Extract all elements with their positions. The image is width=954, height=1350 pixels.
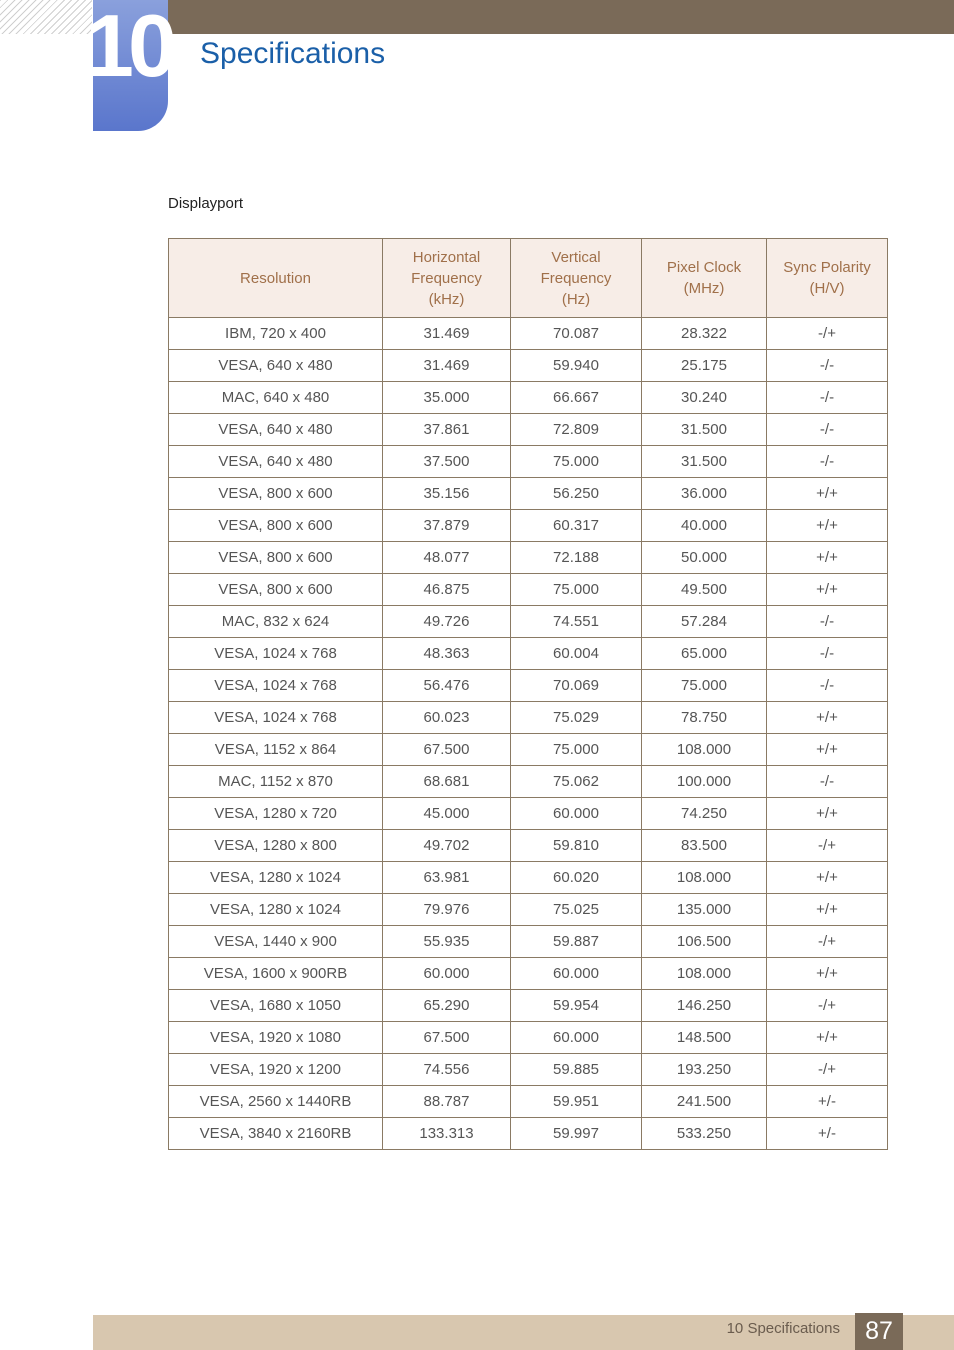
table-row xyxy=(169,990,888,1022)
cell-resolution: IBM, 720 x 400 xyxy=(169,318,383,350)
cell-resolution: VESA, 1280 x 1024 xyxy=(169,862,383,894)
cell-horizontal-frequency: 56.476 xyxy=(383,670,511,702)
table-row xyxy=(169,478,888,510)
cell-resolution: VESA, 1024 x 768 xyxy=(169,702,383,734)
cell-horizontal-frequency: 45.000 xyxy=(383,798,511,830)
cell-resolution: VESA, 800 x 600 xyxy=(169,510,383,542)
table-row xyxy=(169,574,888,606)
section-label: Displayport xyxy=(168,195,244,212)
cell-pixel-clock: 533.250 xyxy=(642,1118,767,1150)
cell-sync-polarity: -/- xyxy=(767,414,888,446)
cell-horizontal-frequency: 31.469 xyxy=(383,318,511,350)
cell-sync-polarity: +/- xyxy=(767,1086,888,1118)
cell-horizontal-frequency: 55.935 xyxy=(383,926,511,958)
cell-resolution: VESA, 1680 x 1050 xyxy=(169,990,383,1022)
cell-sync-polarity: -/- xyxy=(767,382,888,414)
cell-vertical-frequency: 59.951 xyxy=(511,1086,642,1118)
cell-vertical-frequency: 60.317 xyxy=(511,510,642,542)
cell-vertical-frequency: 75.000 xyxy=(511,734,642,766)
cell-horizontal-frequency: 79.976 xyxy=(383,894,511,926)
cell-resolution: VESA, 1280 x 1024 xyxy=(169,894,383,926)
cell-horizontal-frequency: 60.023 xyxy=(383,702,511,734)
cell-vertical-frequency: 66.667 xyxy=(511,382,642,414)
cell-sync-polarity: +/- xyxy=(767,1118,888,1150)
cell-vertical-frequency: 75.029 xyxy=(511,702,642,734)
header-sync-polarity xyxy=(767,239,888,318)
table-row xyxy=(169,606,888,638)
cell-horizontal-frequency: 48.363 xyxy=(383,638,511,670)
cell-vertical-frequency: 60.000 xyxy=(511,1022,642,1054)
cell-resolution: VESA, 640 x 480 xyxy=(169,446,383,478)
cell-pixel-clock: 241.500 xyxy=(642,1086,767,1118)
cell-pixel-clock: 75.000 xyxy=(642,670,767,702)
table-row xyxy=(169,414,888,446)
cell-resolution: VESA, 800 x 600 xyxy=(169,542,383,574)
cell-resolution: VESA, 1600 x 900RB xyxy=(169,958,383,990)
table-row xyxy=(169,1054,888,1086)
table-row xyxy=(169,1086,888,1118)
cell-vertical-frequency: 59.954 xyxy=(511,990,642,1022)
cell-resolution: VESA, 1152 x 864 xyxy=(169,734,383,766)
cell-horizontal-frequency: 35.000 xyxy=(383,382,511,414)
cell-sync-polarity: +/+ xyxy=(767,510,888,542)
table-row xyxy=(169,510,888,542)
cell-pixel-clock: 146.250 xyxy=(642,990,767,1022)
cell-pixel-clock: 50.000 xyxy=(642,542,767,574)
cell-sync-polarity: -/- xyxy=(767,350,888,382)
cell-sync-polarity: -/+ xyxy=(767,830,888,862)
cell-vertical-frequency: 60.000 xyxy=(511,798,642,830)
table-row xyxy=(169,1022,888,1054)
cell-pixel-clock: 65.000 xyxy=(642,638,767,670)
cell-pixel-clock: 193.250 xyxy=(642,1054,767,1086)
cell-sync-polarity: +/+ xyxy=(767,574,888,606)
table-row xyxy=(169,862,888,894)
cell-resolution: MAC, 1152 x 870 xyxy=(169,766,383,798)
chapter-title: Specifications xyxy=(200,37,386,70)
cell-horizontal-frequency: 67.500 xyxy=(383,734,511,766)
table-row xyxy=(169,798,888,830)
cell-sync-polarity: -/- xyxy=(767,638,888,670)
cell-horizontal-frequency: 37.861 xyxy=(383,414,511,446)
cell-vertical-frequency: 60.004 xyxy=(511,638,642,670)
cell-pixel-clock: 108.000 xyxy=(642,734,767,766)
cell-resolution: VESA, 1024 x 768 xyxy=(169,670,383,702)
cell-pixel-clock: 49.500 xyxy=(642,574,767,606)
cell-resolution: VESA, 1440 x 900 xyxy=(169,926,383,958)
header-pixel-clock-label: Pixel Clock (MHz) xyxy=(666,259,742,297)
table-row xyxy=(169,446,888,478)
header-bar xyxy=(168,0,954,34)
cell-pixel-clock: 25.175 xyxy=(642,350,767,382)
cell-pixel-clock: 100.000 xyxy=(642,766,767,798)
header-hatch-decoration xyxy=(0,0,92,34)
cell-sync-polarity: +/+ xyxy=(767,862,888,894)
header-pixel-clock xyxy=(642,239,767,318)
cell-vertical-frequency: 60.000 xyxy=(511,958,642,990)
table-row xyxy=(169,350,888,382)
cell-resolution: MAC, 832 x 624 xyxy=(169,606,383,638)
cell-sync-polarity: -/- xyxy=(767,446,888,478)
cell-pixel-clock: 74.250 xyxy=(642,798,767,830)
cell-pixel-clock: 40.000 xyxy=(642,510,767,542)
footer-chapter-label: 10 Specifications xyxy=(726,1320,840,1337)
table-row xyxy=(169,894,888,926)
cell-horizontal-frequency: 63.981 xyxy=(383,862,511,894)
cell-resolution: VESA, 3840 x 2160RB xyxy=(169,1118,383,1150)
cell-horizontal-frequency: 46.875 xyxy=(383,574,511,606)
chapter-tab xyxy=(85,0,171,131)
cell-horizontal-frequency: 37.879 xyxy=(383,510,511,542)
cell-pixel-clock: 30.240 xyxy=(642,382,767,414)
cell-horizontal-frequency: 60.000 xyxy=(383,958,511,990)
cell-resolution: VESA, 1024 x 768 xyxy=(169,638,383,670)
cell-sync-polarity: +/+ xyxy=(767,542,888,574)
table-row xyxy=(169,926,888,958)
table-row xyxy=(169,318,888,350)
cell-sync-polarity: +/+ xyxy=(767,734,888,766)
cell-pixel-clock: 31.500 xyxy=(642,446,767,478)
cell-sync-polarity: +/+ xyxy=(767,798,888,830)
cell-pixel-clock: 83.500 xyxy=(642,830,767,862)
cell-sync-polarity: -/- xyxy=(767,670,888,702)
table-row xyxy=(169,638,888,670)
cell-pixel-clock: 108.000 xyxy=(642,862,767,894)
table-row xyxy=(169,1118,888,1150)
cell-horizontal-frequency: 49.726 xyxy=(383,606,511,638)
cell-vertical-frequency: 59.997 xyxy=(511,1118,642,1150)
table-row xyxy=(169,766,888,798)
table-header-row xyxy=(169,239,888,318)
cell-sync-polarity: -/+ xyxy=(767,926,888,958)
cell-pixel-clock: 31.500 xyxy=(642,414,767,446)
cell-resolution: VESA, 1280 x 720 xyxy=(169,798,383,830)
cell-vertical-frequency: 70.087 xyxy=(511,318,642,350)
chapter-number: 10 xyxy=(85,0,171,95)
page-number: 87 xyxy=(855,1313,903,1350)
cell-sync-polarity: -/- xyxy=(767,606,888,638)
cell-pixel-clock: 148.500 xyxy=(642,1022,767,1054)
cell-sync-polarity: +/+ xyxy=(767,702,888,734)
cell-vertical-frequency: 59.887 xyxy=(511,926,642,958)
cell-pixel-clock: 135.000 xyxy=(642,894,767,926)
cell-resolution: VESA, 640 x 480 xyxy=(169,350,383,382)
cell-resolution: VESA, 640 x 480 xyxy=(169,414,383,446)
cell-sync-polarity: -/+ xyxy=(767,1054,888,1086)
header-horizontal-frequency xyxy=(383,239,511,318)
cell-resolution: VESA, 1280 x 800 xyxy=(169,830,383,862)
cell-horizontal-frequency: 35.156 xyxy=(383,478,511,510)
table-row xyxy=(169,670,888,702)
cell-horizontal-frequency: 133.313 xyxy=(383,1118,511,1150)
cell-sync-polarity: -/+ xyxy=(767,318,888,350)
table-body xyxy=(169,318,888,1150)
cell-pixel-clock: 108.000 xyxy=(642,958,767,990)
cell-vertical-frequency: 75.062 xyxy=(511,766,642,798)
cell-sync-polarity: -/+ xyxy=(767,990,888,1022)
table-row xyxy=(169,734,888,766)
table-row xyxy=(169,542,888,574)
cell-vertical-frequency: 70.069 xyxy=(511,670,642,702)
table-row xyxy=(169,830,888,862)
cell-horizontal-frequency: 37.500 xyxy=(383,446,511,478)
cell-vertical-frequency: 59.940 xyxy=(511,350,642,382)
cell-horizontal-frequency: 49.702 xyxy=(383,830,511,862)
cell-pixel-clock: 78.750 xyxy=(642,702,767,734)
cell-resolution: VESA, 1920 x 1200 xyxy=(169,1054,383,1086)
cell-horizontal-frequency: 31.469 xyxy=(383,350,511,382)
header-resolution: Resolution xyxy=(169,239,383,318)
cell-pixel-clock: 36.000 xyxy=(642,478,767,510)
cell-horizontal-frequency: 48.077 xyxy=(383,542,511,574)
cell-vertical-frequency: 59.810 xyxy=(511,830,642,862)
cell-sync-polarity: -/- xyxy=(767,766,888,798)
cell-resolution: MAC, 640 x 480 xyxy=(169,382,383,414)
cell-resolution: VESA, 1920 x 1080 xyxy=(169,1022,383,1054)
cell-horizontal-frequency: 65.290 xyxy=(383,990,511,1022)
table-row xyxy=(169,958,888,990)
cell-pixel-clock: 28.322 xyxy=(642,318,767,350)
header-horizontal-frequency-label: Horizontal Frequency (kHz) xyxy=(411,248,482,308)
cell-vertical-frequency: 75.000 xyxy=(511,446,642,478)
cell-horizontal-frequency: 68.681 xyxy=(383,766,511,798)
cell-resolution: VESA, 2560 x 1440RB xyxy=(169,1086,383,1118)
header-vertical-frequency xyxy=(511,239,642,318)
cell-vertical-frequency: 74.551 xyxy=(511,606,642,638)
cell-pixel-clock: 57.284 xyxy=(642,606,767,638)
cell-vertical-frequency: 59.885 xyxy=(511,1054,642,1086)
cell-horizontal-frequency: 88.787 xyxy=(383,1086,511,1118)
cell-sync-polarity: +/+ xyxy=(767,894,888,926)
cell-resolution: VESA, 800 x 600 xyxy=(169,574,383,606)
cell-pixel-clock: 106.500 xyxy=(642,926,767,958)
cell-resolution: VESA, 800 x 600 xyxy=(169,478,383,510)
cell-sync-polarity: +/+ xyxy=(767,1022,888,1054)
cell-sync-polarity: +/+ xyxy=(767,478,888,510)
timing-table xyxy=(168,238,888,1150)
table-row xyxy=(169,702,888,734)
cell-vertical-frequency: 72.188 xyxy=(511,542,642,574)
cell-sync-polarity: +/+ xyxy=(767,958,888,990)
cell-vertical-frequency: 75.000 xyxy=(511,574,642,606)
cell-horizontal-frequency: 74.556 xyxy=(383,1054,511,1086)
cell-vertical-frequency: 72.809 xyxy=(511,414,642,446)
cell-vertical-frequency: 75.025 xyxy=(511,894,642,926)
header-sync-polarity-label: Sync Polarity (H/V) xyxy=(783,259,871,297)
cell-vertical-frequency: 56.250 xyxy=(511,478,642,510)
header-vertical-frequency-label: Vertical Frequency (Hz) xyxy=(540,248,612,308)
cell-horizontal-frequency: 67.500 xyxy=(383,1022,511,1054)
table-row xyxy=(169,382,888,414)
cell-vertical-frequency: 60.020 xyxy=(511,862,642,894)
